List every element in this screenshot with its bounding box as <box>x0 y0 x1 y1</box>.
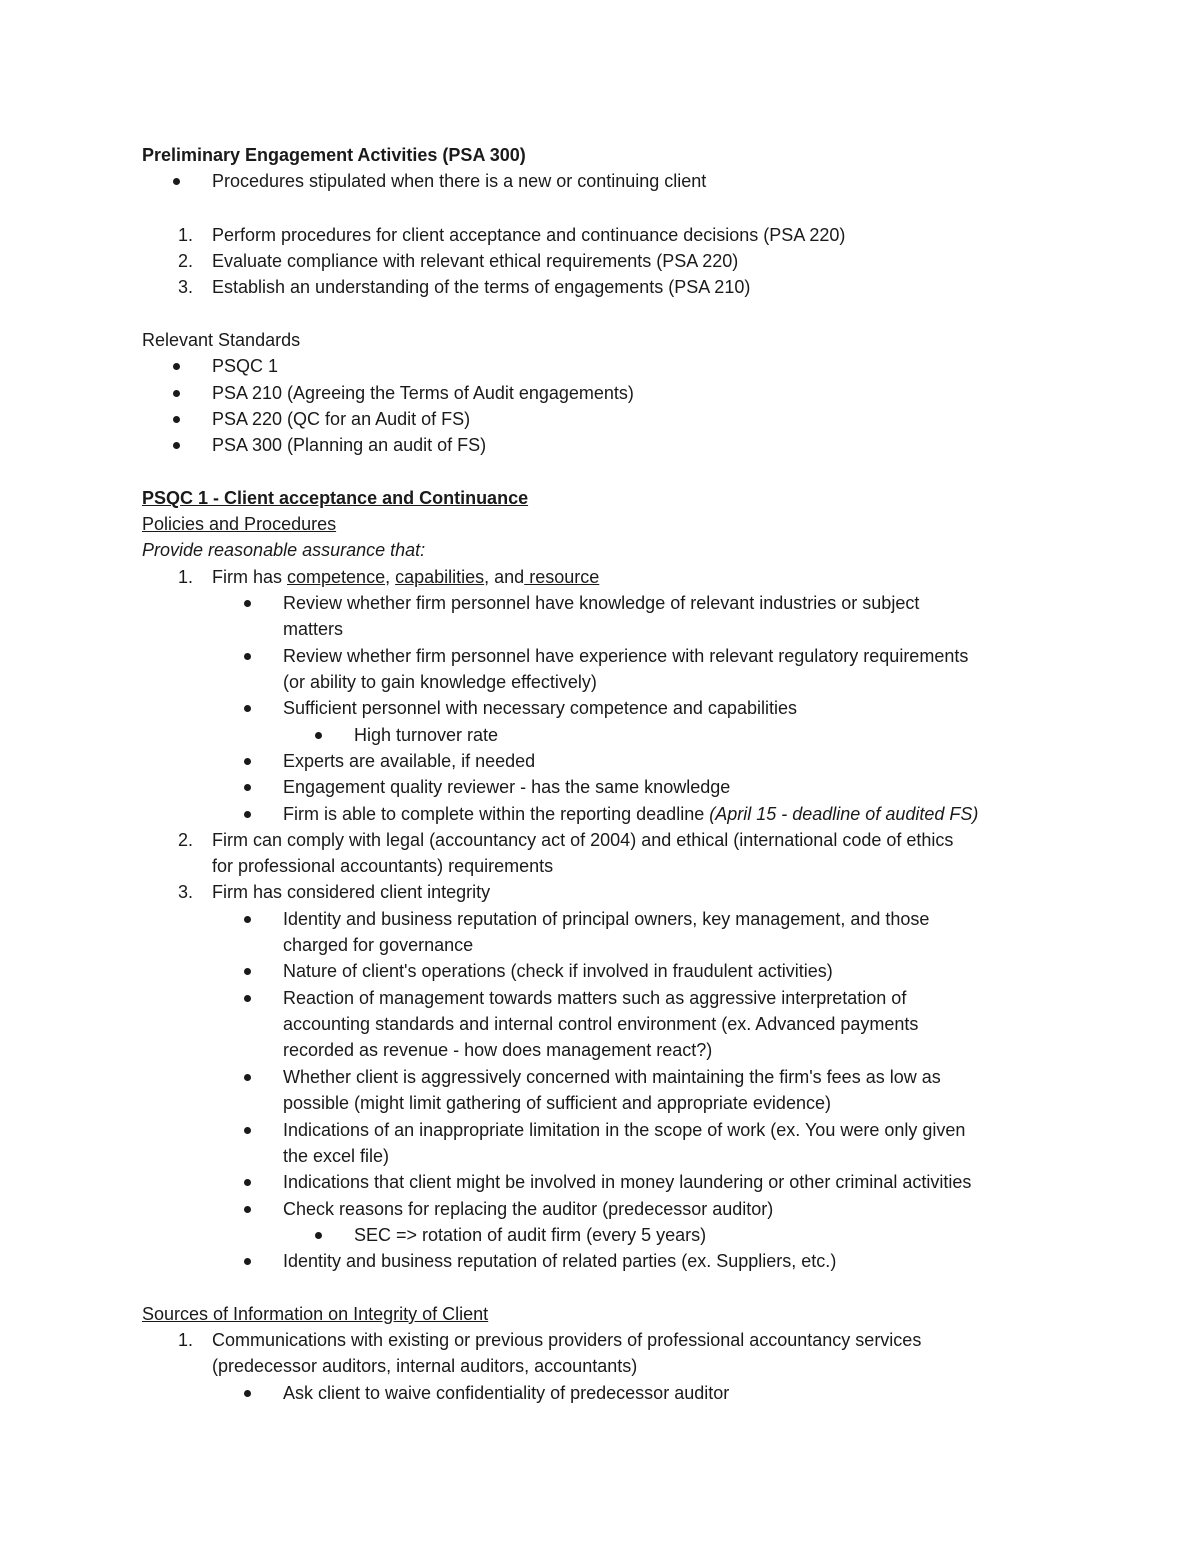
list-item-text: Firm is able to complete within the reporting deadline <box>283 804 710 824</box>
list-item: Reaction of management towards matters such as aggressive interpretation of <box>283 988 907 1008</box>
bullet-icon <box>244 1390 251 1397</box>
bullet-icon <box>173 363 180 370</box>
underlined-term: resource <box>524 567 600 587</box>
bullet-icon <box>244 995 251 1002</box>
underlined-term: competence <box>287 567 386 587</box>
list-item: Establish an understanding of the terms of engagements (PSA 210) <box>212 277 751 297</box>
list-number: 2. <box>177 830 193 850</box>
bullet-icon <box>244 1179 251 1186</box>
list-item: Identity and business reputation of principal owners, key management, and those <box>283 909 930 929</box>
bullet-icon <box>244 653 251 660</box>
bullet-icon <box>244 1074 251 1081</box>
list-item-cont: (predecessor auditors, internal auditors, accountants) <box>212 1356 638 1376</box>
section-title-preliminary: Preliminary Engagement Activities (PSA 300) <box>142 145 526 165</box>
list-item: Review whether firm personnel have knowledge of relevant industries or subject <box>283 593 920 613</box>
bullet-icon <box>244 1127 251 1134</box>
list-item: Perform procedures for client acceptance and continuance decisions (PSA 220) <box>212 225 846 245</box>
bullet-icon <box>173 442 180 449</box>
list-item-cont: for professional accountants) requirements <box>212 856 554 876</box>
list-item-cont: recorded as revenue - how does management react?) <box>283 1040 713 1060</box>
list-item: Ask client to waive confidentiality of predecessor auditor <box>283 1383 730 1403</box>
list-item: Review whether firm personnel have experience with relevant regulatory requirements <box>283 646 969 666</box>
list-item: Identity and business reputation of related parties (ex. Suppliers, etc.) <box>283 1251 837 1271</box>
list-item: PSA 220 (QC for an Audit of FS) <box>212 409 471 429</box>
bullet-icon <box>173 390 180 397</box>
list-item: Whether client is aggressively concerned with maintaining the firm's fees as low as <box>283 1067 941 1087</box>
list-number: 3. <box>177 277 193 297</box>
list-item: Evaluate compliance with relevant ethical requirements (PSA 220) <box>212 251 739 271</box>
bullet-icon <box>315 1232 322 1239</box>
bullet-icon <box>244 968 251 975</box>
list-item: Check reasons for replacing the auditor (predecessor auditor) <box>283 1199 774 1219</box>
list-number: 1. <box>177 225 193 245</box>
list-item: Indications that client might be involved in money laundering or other criminal activities <box>283 1172 972 1192</box>
bullet-icon <box>244 1206 251 1213</box>
list-item: PSA 210 (Agreeing the Terms of Audit engagements) <box>212 383 634 403</box>
list-item: Procedures stipulated when there is a new or continuing client <box>212 171 707 191</box>
list-item: PSA 300 (Planning an audit of FS) <box>212 435 487 455</box>
deadline-note: (April 15 - deadline of audited FS) <box>709 804 979 824</box>
list-item-text: Firm has <box>212 567 288 587</box>
bullet-icon <box>244 784 251 791</box>
list-item-cont: accounting standards and internal control environment (ex. Advanced payments <box>283 1014 919 1034</box>
list-item: Firm can comply with legal (accountancy act of 2004) and ethical (international code of ethics <box>212 830 954 850</box>
list-item: Indications of an inappropriate limitation in the scope of work (ex. You were only given <box>283 1120 966 1140</box>
list-number: 1. <box>177 567 193 587</box>
section-title-standards: Relevant Standards <box>142 330 301 350</box>
list-item-cont: (or ability to gain knowledge effectively) <box>283 672 597 692</box>
list-item: Firm has considered client integrity <box>212 882 491 902</box>
list-item: PSQC 1 <box>212 356 279 376</box>
bullet-icon <box>315 732 322 739</box>
list-item: Experts are available, if needed <box>283 751 536 771</box>
separator: , <box>385 567 396 587</box>
list-item-cont: the excel file) <box>283 1146 390 1166</box>
list-item: Nature of client's operations (check if involved in fraudulent activities) <box>283 961 833 981</box>
bullet-icon <box>244 811 251 818</box>
bullet-icon <box>173 416 180 423</box>
list-number: 1. <box>177 1330 193 1350</box>
list-item-cont: possible (might limit gathering of sufficient and appropriate evidence) <box>283 1093 831 1113</box>
list-item-firm-has <box>212 566 599 588</box>
separator: , and <box>484 567 525 587</box>
bullet-icon <box>244 1258 251 1265</box>
list-item: Engagement quality reviewer - has the same knowledge <box>283 777 731 797</box>
list-item-cont: charged for governance <box>283 935 474 955</box>
list-item: SEC => rotation of audit firm (every 5 years) <box>354 1225 707 1245</box>
list-item: Communications with existing or previous providers of professional accountancy services <box>212 1330 922 1350</box>
bullet-icon <box>173 178 180 185</box>
bullet-icon <box>244 916 251 923</box>
bullet-icon <box>244 600 251 607</box>
intro-text: Provide reasonable assurance that: <box>142 540 426 560</box>
underlined-term: capabilities <box>395 567 485 587</box>
section-title-psqc: PSQC 1 - Client acceptance and Continuance <box>142 488 529 508</box>
bullet-icon <box>244 705 251 712</box>
list-item: High turnover rate <box>354 725 499 745</box>
list-item-deadline <box>283 803 978 825</box>
list-number: 2. <box>177 251 193 271</box>
section-subtitle: Policies and Procedures <box>142 514 337 534</box>
section-title-sources: Sources of Information on Integrity of Client <box>142 1304 489 1324</box>
bullet-icon <box>244 758 251 765</box>
list-number: 3. <box>177 882 193 902</box>
list-item-cont: matters <box>283 619 344 639</box>
list-item: Sufficient personnel with necessary competence and capabilities <box>283 698 797 718</box>
